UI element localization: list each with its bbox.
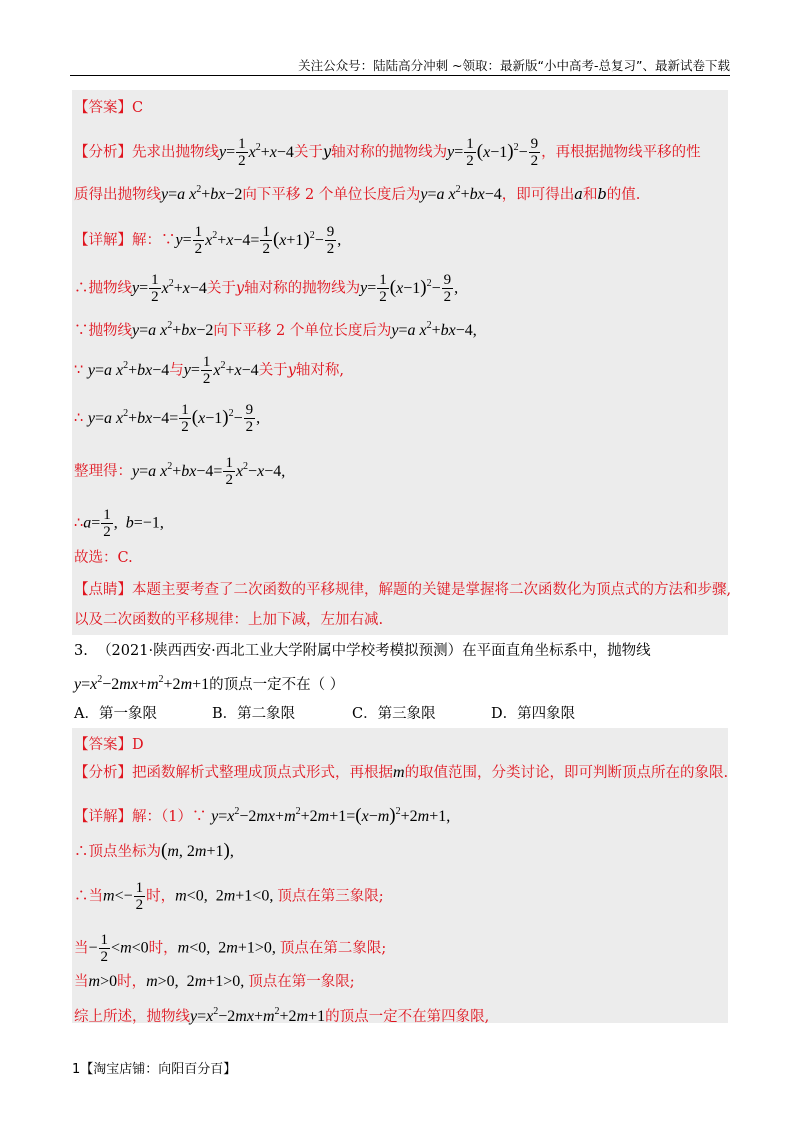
q2-choice: 故选：C. xyxy=(74,550,133,566)
q3-case2: 当− $\frac{1}{2}$ <m<0时，m<0, 2m+1>0, 顶点在第二象限; xyxy=(74,932,387,965)
q2-step2: ∴抛物线y= $\frac{1}{2}$ $x^2+x-4$关于y轴对称的抛物线为y= $\frac{1}{2}$ $(x-1)^2-$ $\frac{9}{2}$ , xyxy=(74,272,459,305)
q2-step4: ∵ y=a $x^2+bx-4$与y= $\frac{1}{2}$ $x^2+x-4$关于y轴对称, xyxy=(74,354,344,387)
q2-step5: ∴ y=a $x^2+bx-4=$ $\frac{1}{2}$ $(x-1)^2-$ $\frac{9}{2}$ , xyxy=(74,402,261,435)
option-a[interactable]: A．第一象限 xyxy=(74,706,157,722)
q3-vertex: ∴顶点坐标为(m, 2m+1), xyxy=(74,840,234,861)
q3-analysis: 【分析】把函数解析式整理成顶点式形式，再根据m的取值范围，分类讨论，即可判断顶点所在的象限. xyxy=(74,764,729,781)
q2-step6: 整理得：y=a $x^2+bx-4=$ $\frac{1}{2}$ $x^2-x-4$, xyxy=(74,455,286,488)
q2-step7: ∴a= $\frac{1}{2}$ , b=−1, xyxy=(74,507,164,540)
option-b[interactable]: B．第二象限 xyxy=(212,706,296,722)
q2-answer: 【答案】C xyxy=(74,100,144,116)
page-footer: 1【淘宝店铺：向阳百分百】 xyxy=(72,1062,237,1077)
q3-stem-line1: 3. （2021·陕西西安·西北工业大学附属中学校考模拟预测）在平面直角坐标系中，抛物线 xyxy=(74,643,651,659)
q3-stem-line2: $y=x^2-2mx+m^2+2m+1$的顶点一定不在（ ） xyxy=(74,674,345,693)
q2-comment-line1: 【点睛】本题主要考查了二次函数的平移规律，解题的关键是掌握将二次函数化为顶点式的方法和步骤, xyxy=(74,582,732,598)
q3-case1: ∴当m<− $\frac{1}{2}$ 时，m<0, 2m+1<0, 顶点在第三象限; xyxy=(74,880,384,913)
q3-answer: 【答案】D xyxy=(74,737,144,753)
q2-step3: ∵抛物线y=a $x^2+bx-2$向下平移 2 个单位长度后为y=a $x^2+bx-4$, xyxy=(74,320,477,339)
q2-comment-line2: 以及二次函数的平移规律：上加下减，左加右减. xyxy=(74,612,384,628)
q3-case3: 当m>0时，m>0, 2m+1>0, 顶点在第一象限; xyxy=(74,973,355,990)
q3-summary: 综上所述，抛物线$y=x^2-2mx+m^2+2m+1$的顶点一定不在第四象限, xyxy=(74,1006,490,1025)
q2-detail-line1: 【详解】解：∵y= $\frac{1}{2}$ $x^2+x-4=$ $\frac{1}{2}$ $(x+1)^2-$ $\frac{9}{2}$ , xyxy=(74,224,342,257)
header-rule xyxy=(70,75,730,76)
page-header: 关注公众号：陆陆高分冲刺 ~领取：最新版“小中高考-总复习”、最新试卷下载 xyxy=(298,58,730,73)
option-c[interactable]: C．第三象限 xyxy=(352,706,436,722)
option-d[interactable]: D．第四象限 xyxy=(491,706,576,722)
q2-analysis-line2: 质得出抛物线y=a $x^2+bx-2$向下平移 2 个单位长度后为y=a $x^2+bx-4$，即可得出a和b的值. xyxy=(74,184,641,203)
q2-analysis-line1: 【分析】先求出抛物线y= $\frac{1}{2}$ $x^2+x-4$关于y轴对称的抛物线为y= $\frac{1}{2}$ $(x-1)^2-$ $\frac{9}{2}$ ，再根据抛物线平移的性 xyxy=(74,136,701,169)
q3-detail-line1: 【详解】解：（1）∵ $y=x^2-2mx+m^2+2m+1=(x-m)^2+2m+1$, xyxy=(74,805,451,826)
